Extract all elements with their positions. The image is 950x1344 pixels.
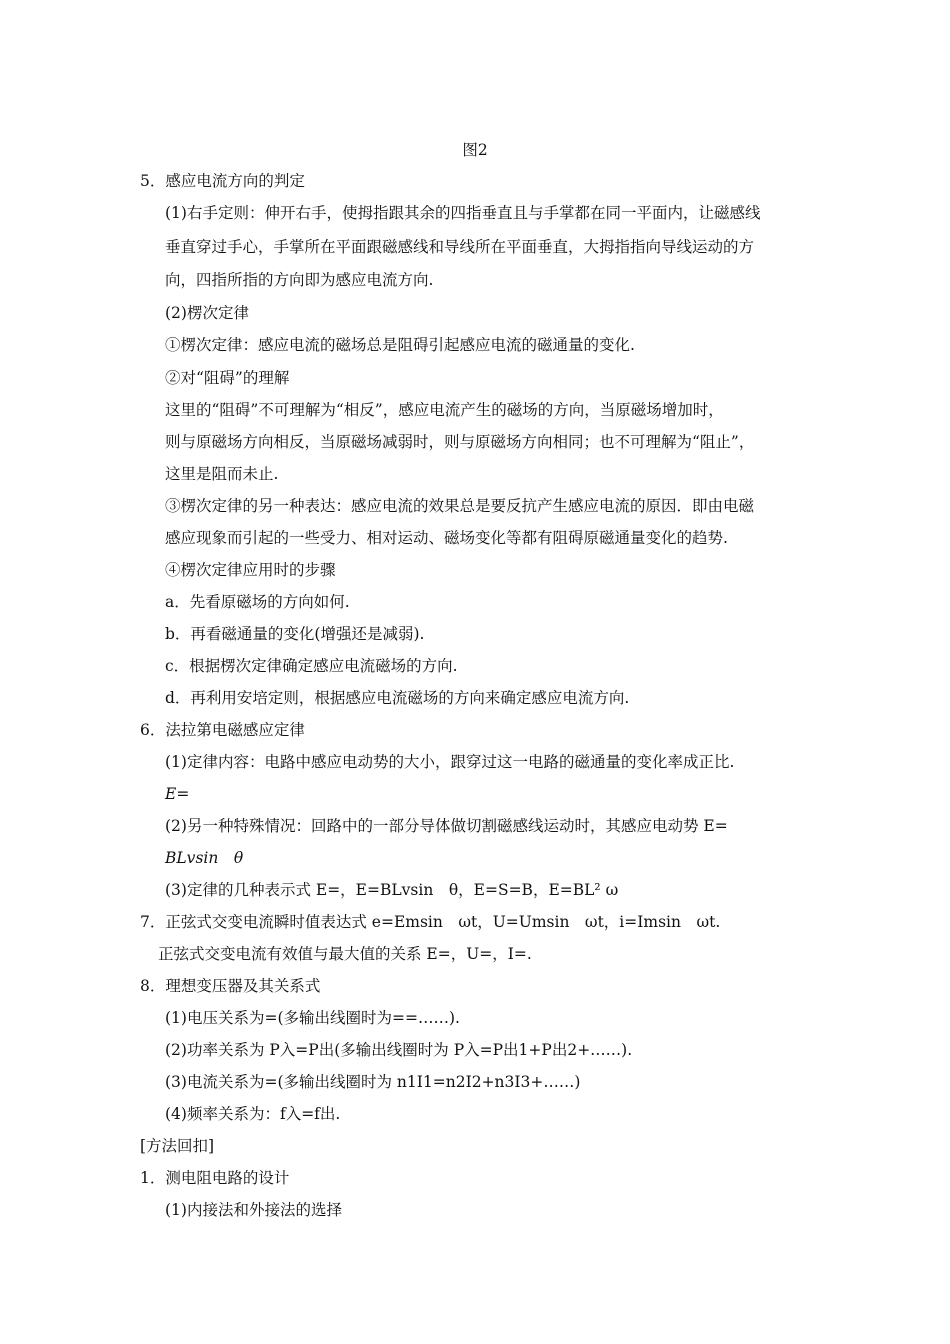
formula-line: E= xyxy=(165,785,190,803)
text-line: 这里的“阻碍”不可理解为“相反”，感应电流产生的磁场的方向，当原磁场增加时， xyxy=(165,401,724,419)
text-line: 垂直穿过手心，手掌所在平面跟磁感线和导线所在平面垂直，大拇指指向导线运动的方 xyxy=(165,238,755,256)
text-line: (3)电流关系为=(多输出线圈时为 n1I1=n2I2+n3I3+……) xyxy=(165,1073,581,1091)
text-line: (2)功率关系为 P入=P出(多输出线圈时为 P入=P出1+P出2+……). xyxy=(165,1041,633,1059)
heading-7: 7．正弦式交变电流瞬时值表达式 e=Emsin ωt，U=Umsin ωt，i=Imsin ωt. xyxy=(140,913,721,931)
heading-6: 6．法拉第电磁感应定律 xyxy=(140,721,305,739)
text-line: (2)另一种特殊情况：回路中的一部分导体做切割磁感线运动时，其感应电动势 E= xyxy=(165,817,728,835)
text-line: (1)定律内容：电路中感应电动势的大小，跟穿过这一电路的磁通量的变化率成正比. xyxy=(165,753,735,771)
text-line: a．先看原磁场的方向如何. xyxy=(165,593,350,611)
text-line: (1)电压关系为=(多输出线圈时为==……). xyxy=(165,1009,460,1027)
heading-8: 8．理想变压器及其关系式 xyxy=(140,977,321,995)
text-line: ③楞次定律的另一种表达：感应电流的效果总是要反抗产生感应电流的原因．即由电磁 xyxy=(165,497,755,515)
figure-caption: 图2 xyxy=(462,141,488,159)
text-line: 正弦式交变电流有效值与最大值的关系 E=，U=，I=. xyxy=(158,945,532,963)
text-line: 感应现象而引起的一些受力、相对运动、磁场变化等都有阻碍原磁通量变化的趋势. xyxy=(165,529,728,547)
text-line: (4)频率关系为：f入=f出. xyxy=(165,1105,341,1123)
text-line: 这里是阻而未止. xyxy=(165,465,279,483)
section-heading: [方法回扣] xyxy=(140,1137,215,1155)
text-line: ④楞次定律应用时的步骤 xyxy=(165,561,336,579)
text-line: (2)楞次定律 xyxy=(165,304,249,322)
text-line: c．根据楞次定律确定感应电流磁场的方向. xyxy=(165,657,458,675)
text-line: 则与原磁场方向相反，当原磁场减弱时，则与原磁场方向相同；也不可理解为“阻止”， xyxy=(165,433,755,451)
text-line: ①楞次定律：感应电流的磁场总是阻碍引起感应电流的磁通量的变化. xyxy=(165,336,635,354)
text-line: 向，四指所指的方向即为感应电流方向. xyxy=(165,271,434,289)
text-line: (1)右手定则：伸开右手，使拇指跟其余的四指垂直且与手掌都在同一平面内，让磁感线 xyxy=(165,204,761,222)
formula-line: BLvsin θ xyxy=(165,849,244,867)
text-line: ②对“阻碍”的理解 xyxy=(165,369,290,387)
text-line: (1)内接法和外接法的选择 xyxy=(165,1201,342,1219)
text-line: b．再看磁通量的变化(增强还是减弱). xyxy=(165,625,425,643)
heading-5: 5．感应电流方向的判定 xyxy=(140,172,305,190)
heading-1: 1．测电阻电路的设计 xyxy=(140,1169,290,1187)
text-line: d．再利用安培定则，根据感应电流磁场的方向来确定感应电流方向. xyxy=(165,689,630,707)
text-line: (3)定律的几种表示式 E=，E=BLvsin θ，E=S=B，E=BL² ω xyxy=(165,881,619,899)
